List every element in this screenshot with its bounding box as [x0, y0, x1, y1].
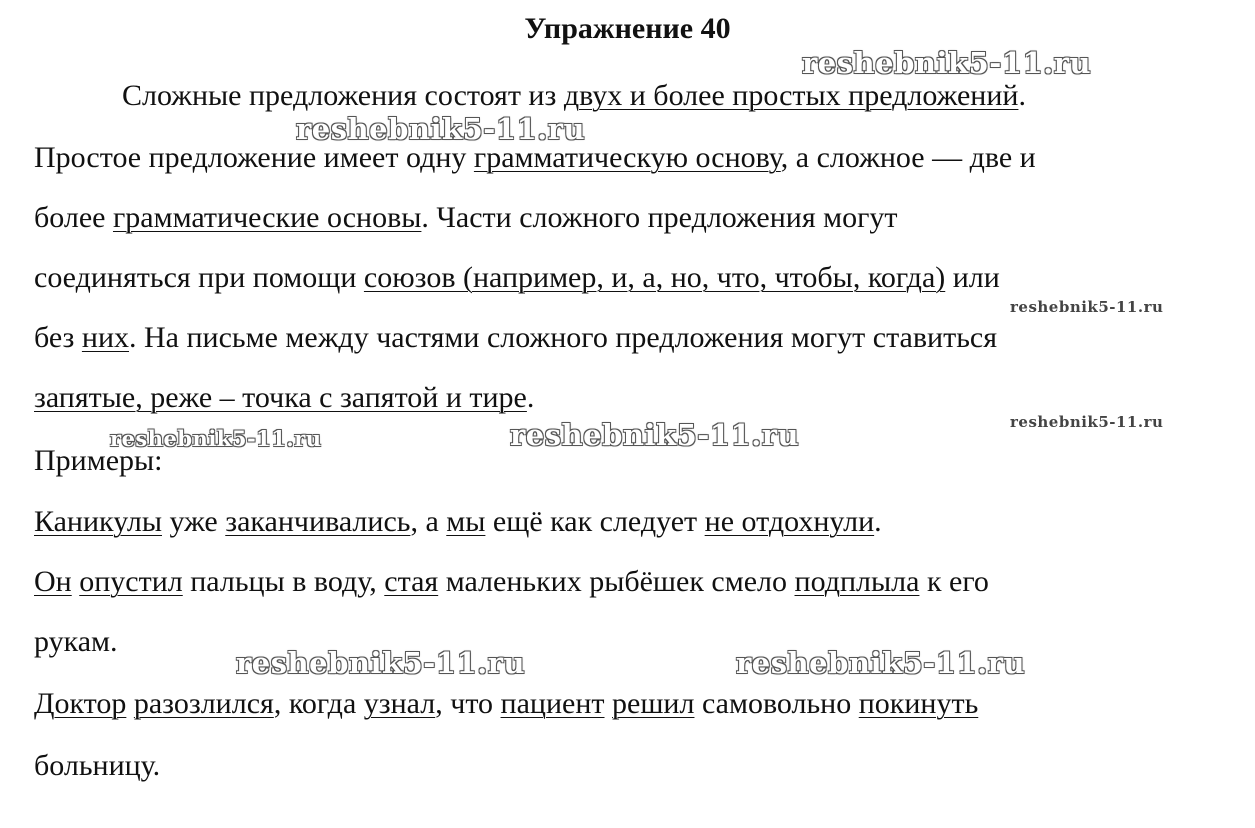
underlined-phrase: грамматическую основу — [473, 141, 781, 174]
example-2-line-1 — [34, 564, 989, 600]
watermark: reshebnik5-11.ru — [1010, 298, 1164, 316]
example-3-line-1 — [34, 686, 978, 722]
underlined-word: пациент — [500, 687, 605, 720]
underlined-word: не отдохнули — [704, 505, 875, 538]
underlined-word: заканчивались — [225, 505, 411, 538]
text-span — [126, 687, 134, 720]
text-span: . — [526, 381, 535, 414]
underlined-word: стая — [384, 565, 439, 598]
text-span: соединяться при помощи — [34, 261, 364, 294]
example-1 — [34, 504, 882, 540]
underlined-word: Доктор — [34, 687, 127, 720]
underlined-phrase: них — [81, 321, 130, 354]
text-span: более — [34, 201, 113, 234]
text-span: самовольно — [694, 687, 859, 720]
examples-label: Примеры: — [34, 444, 163, 477]
text-span: . На письме между частями сложного предложения могут ставиться — [129, 321, 997, 354]
text-span: или — [945, 261, 1000, 294]
text-span: , когда — [273, 687, 364, 720]
paragraph-line-6 — [34, 380, 534, 416]
underlined-word: подплыла — [794, 565, 920, 598]
example-3-line-2: больницу. — [34, 749, 161, 782]
underlined-word: покинуть — [858, 687, 979, 720]
text-span: Сложные предложения состоят из — [122, 79, 564, 112]
paragraph-line-5 — [34, 320, 997, 356]
underlined-word: Каникулы — [34, 505, 162, 538]
watermark: reshebnik5-11.ru — [236, 646, 526, 680]
underlined-phrase: грамматические основы — [112, 201, 422, 234]
underlined-word: узнал — [363, 687, 436, 720]
underlined-word: решил — [612, 687, 695, 720]
text-span: маленьких рыбёшек смело — [438, 565, 795, 598]
watermark: reshebnik5-11.ru — [296, 112, 586, 146]
text-span: ещё как следует — [485, 505, 705, 538]
underlined-phrase: запятые, реже – точка с запятой и тире — [34, 381, 527, 414]
underlined-word: опустил — [79, 565, 183, 598]
underlined-phrase: союзов (например, и, а, но, что, чтобы, когда) — [363, 261, 946, 294]
text-span: к его — [919, 565, 989, 598]
watermark: reshebnik5-11.ru — [736, 646, 1026, 680]
text-span: . — [1018, 79, 1026, 112]
text-span: , а сложное — две и — [780, 141, 1036, 174]
text-span: , а — [410, 505, 447, 538]
text-span: Простое предложение имеет одну — [34, 141, 474, 174]
text-span: без — [34, 321, 82, 354]
text-span: . — [874, 505, 882, 538]
watermark: reshebnik5-11.ru — [1010, 413, 1164, 431]
example-2-line-2: рукам. — [34, 625, 118, 658]
watermark: reshebnik5-11.ru — [802, 46, 1092, 80]
paragraph-line-4 — [34, 260, 1000, 296]
paragraph-line-1 — [122, 78, 1026, 114]
exercise-title: Упражнение 40 — [524, 12, 731, 45]
watermark: reshebnik5-11.ru — [510, 418, 800, 452]
underlined-word: разозлился — [133, 687, 274, 720]
text-span: . Части сложного предложения могут — [421, 201, 898, 234]
text-span — [605, 687, 613, 720]
underlined-word: Он — [34, 565, 72, 598]
paragraph-line-3 — [34, 200, 898, 236]
text-span: уже — [162, 505, 226, 538]
text-span: пальцы в воду, — [182, 565, 385, 598]
underlined-word: мы — [446, 505, 486, 538]
watermark: reshebnik5-11.ru — [110, 426, 322, 451]
underlined-phrase: двух и более простых предложений — [563, 79, 1019, 112]
text-span: , что — [435, 687, 501, 720]
